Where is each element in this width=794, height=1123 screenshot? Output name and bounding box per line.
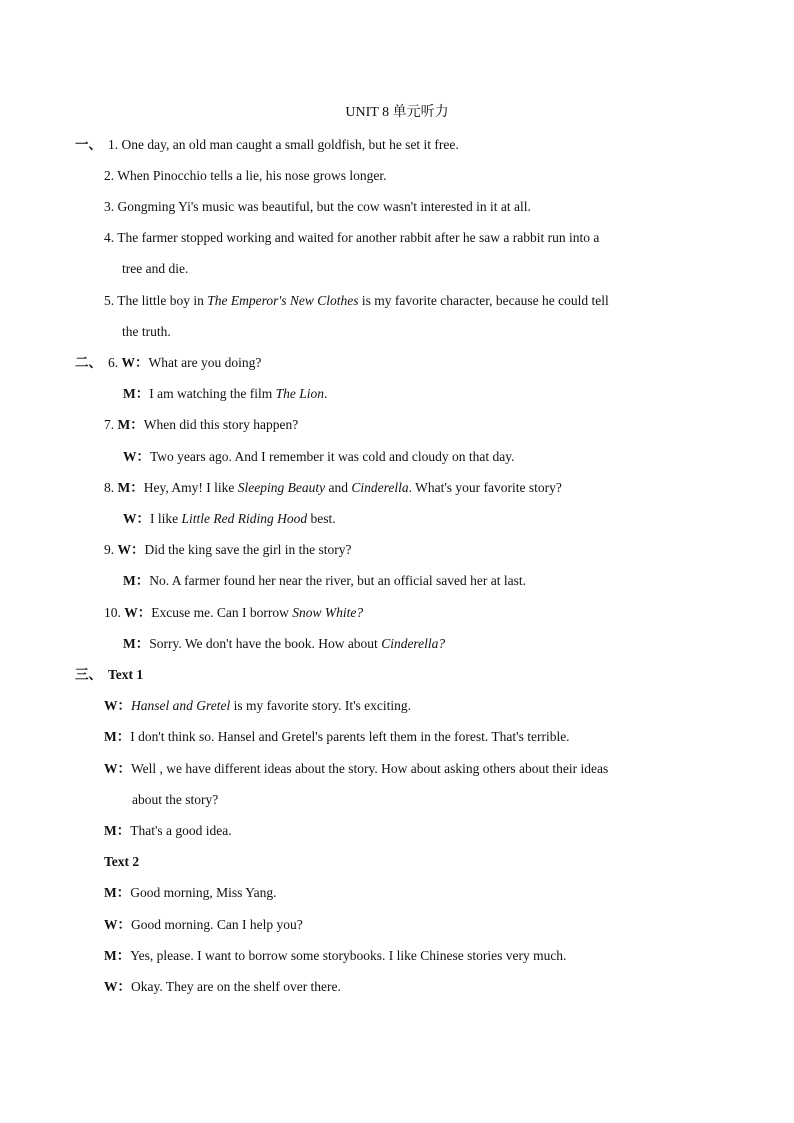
- dialog-line: [104, 478, 562, 498]
- speaker: M：: [123, 386, 150, 401]
- dialog-line: [123, 384, 327, 404]
- s1-item-5-cont: the truth.: [122, 324, 171, 339]
- speaker: W：: [121, 355, 149, 370]
- book-title: Cinderella?: [381, 636, 446, 651]
- dialog-line: [123, 447, 514, 467]
- line-text: Sorry. We don't have the book. How about: [149, 636, 378, 651]
- s1-item-3: 3. Gongming Yi's music was beautiful, but the cow wasn't interested in it at all.: [104, 199, 531, 214]
- dialog-line-cont: about the story?: [132, 792, 219, 807]
- s1-item-5: [104, 291, 609, 311]
- dialog-line: [104, 821, 232, 841]
- dialog-line: [104, 883, 277, 903]
- question-number: 9.: [104, 542, 115, 557]
- line-text: Did the king save the girl in the story?: [144, 542, 352, 557]
- line-text: Well , we have different ideas about the story. How about asking others about their ideas: [131, 761, 609, 776]
- speaker: M：: [104, 823, 131, 838]
- book-title: The Emperor's New Clothes: [207, 293, 359, 308]
- speaker: W：: [123, 449, 150, 464]
- line-text: and: [328, 480, 348, 495]
- dialog-line: [104, 540, 351, 560]
- book-title: Sleeping Beauty: [237, 480, 326, 495]
- book-title: Cinderella: [351, 480, 409, 495]
- question-number: 6.: [108, 355, 119, 370]
- speaker: M：: [123, 573, 150, 588]
- s1-item-4: 4. The farmer stopped working and waited for another rabbit after he saw a rabbit run into a: [104, 230, 600, 245]
- question-number: 7.: [104, 417, 115, 432]
- question-number: 8.: [104, 480, 115, 495]
- line-text: Excuse me. Can I borrow: [151, 605, 289, 620]
- question-number: 10.: [104, 605, 121, 620]
- line-text: . What's your favorite story?: [408, 480, 562, 495]
- section-marker-1: 一、: [75, 137, 102, 152]
- speaker: W：: [104, 917, 131, 932]
- speaker: M：: [123, 636, 150, 651]
- dialog-line: [108, 353, 261, 373]
- line-text: Good morning. Can I help you?: [131, 917, 303, 932]
- book-title: Snow White?: [292, 605, 364, 620]
- line-text: best.: [310, 511, 336, 526]
- s1-item-1: 1. One day, an old man caught a small goldfish, but he set it free.: [108, 137, 459, 152]
- speaker: W：: [104, 761, 131, 776]
- book-title: Hansel and Gretel: [131, 698, 231, 713]
- section-marker-2: 二、: [75, 355, 102, 370]
- line-text: Good morning, Miss Yang.: [130, 885, 277, 900]
- text2-label: Text 2: [104, 854, 140, 869]
- line-text: is my favorite story. It's exciting.: [233, 698, 412, 713]
- dialog-line: [104, 759, 608, 779]
- section-marker-3: 三、: [75, 667, 102, 682]
- book-title: Little Red Riding Hood: [181, 511, 308, 526]
- line-text: When did this story happen?: [143, 417, 299, 432]
- speaker: W：: [104, 698, 131, 713]
- line-text: .: [323, 386, 328, 401]
- speaker: M：: [117, 417, 144, 432]
- dialog-line: [104, 977, 341, 997]
- speaker: W：: [117, 542, 145, 557]
- film-title: The Lion: [275, 386, 324, 401]
- line-text: I don't think so. Hansel and Gretel's parents left them in the forest. That's terrible.: [130, 729, 570, 744]
- line-text: Two years ago. And I remember it was cold and cloudy on that day.: [150, 449, 515, 464]
- speaker: W：: [124, 605, 152, 620]
- line-text: Hey, Amy! I like: [143, 480, 235, 495]
- speaker: M：: [117, 480, 144, 495]
- speaker: M：: [104, 948, 131, 963]
- dialog-line: [104, 727, 570, 747]
- speaker: W：: [104, 979, 131, 994]
- line-text: What are you doing?: [148, 355, 262, 370]
- speaker: M：: [104, 729, 131, 744]
- dialog-line: [104, 915, 303, 935]
- dialog-line: [104, 415, 298, 435]
- dialog-line: [104, 696, 411, 716]
- s1-item-5-a: 5. The little boy in: [104, 293, 204, 308]
- dialog-line: [123, 509, 336, 529]
- line-text: No. A farmer found her near the river, but an official saved her at last.: [149, 573, 526, 588]
- s1-item-4-cont: tree and die.: [122, 261, 189, 276]
- speaker: M：: [104, 885, 131, 900]
- dialog-line: [104, 603, 363, 623]
- speaker: W：: [123, 511, 150, 526]
- page-title: UNIT 8 单元听力: [345, 105, 449, 120]
- s1-item-5-b: is my favorite character, because he could tell: [361, 293, 609, 308]
- dialog-line: [123, 634, 445, 654]
- line-text: I am watching the film: [149, 386, 273, 401]
- line-text: Yes, please. I want to borrow some storybooks. I like Chinese stories very much.: [130, 948, 567, 963]
- text1-label: Text 1: [108, 667, 144, 682]
- line-text: I like: [150, 511, 179, 526]
- line-text: That's a good idea.: [130, 823, 232, 838]
- s1-item-2: 2. When Pinocchio tells a lie, his nose grows longer.: [104, 168, 387, 183]
- dialog-line: [104, 946, 566, 966]
- dialog-line: [123, 571, 526, 591]
- line-text: Okay. They are on the shelf over there.: [131, 979, 341, 994]
